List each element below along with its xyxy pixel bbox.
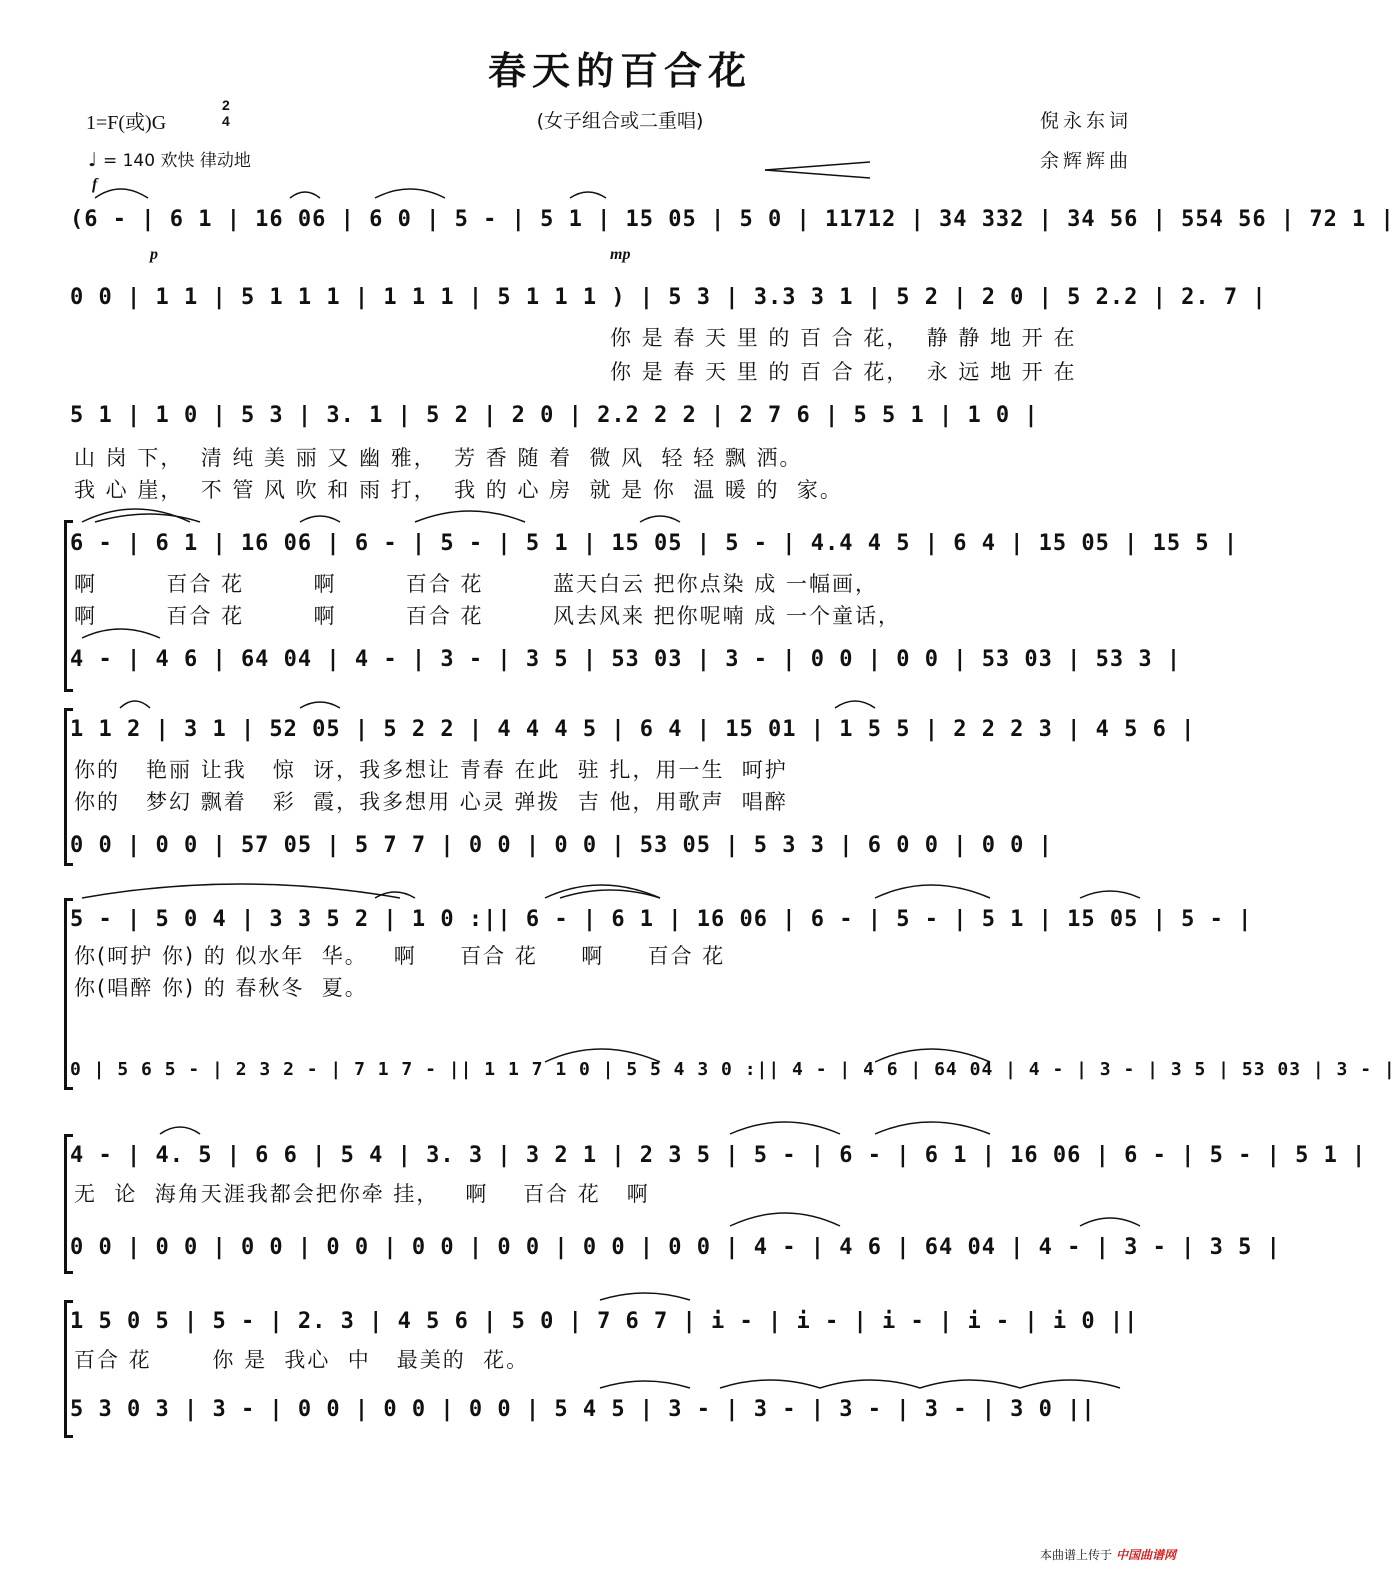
staff-line-4-upper: 6 - | 6 1 | 16 06 | 6 - | 5 - | 5 1 | 15 05 | 5 - | 4.4 4 5 | 6 4 | 15 05 | 15 5 | [70, 531, 1239, 556]
staff-line-5-upper: 1 1 2 | 3 1 | 52 05 | 5 2 2 | 4 4 4 5 | 6 4 | 15 01 | 1 5 5 | 2 2 2 3 | 4 5 6 | [70, 717, 1196, 742]
lyric-verse2-line2: 我 心 崖， 不 管 风 吹 和 雨 打， 我 的 心 房 就 是 你 温 暖 的 家。 [74, 478, 843, 502]
staff-line-7-lower: 0 0 | 0 0 | 0 0 | 0 0 | 0 0 | 0 0 | 0 0 | 0 0 | 4 - | 4 6 | 64 04 | 4 - | 3 - | 3 5 | [70, 1235, 1281, 1260]
staff-line-4-lower: 4 - | 4 6 | 64 04 | 4 - | 3 - | 3 5 | 53 03 | 3 - | 0 0 | 0 0 | 53 03 | 53 3 | [70, 647, 1182, 672]
time-signature-bottom: 4 [222, 113, 230, 129]
lyric-ending1: 你(呵护 你) 的 似水年 华。 啊 百合 花 啊 百合 花 [74, 944, 726, 968]
lyric-chorus1-line1: 啊 百合 花 啊 百合 花 蓝天白云 把你点染 成 一幅画， [74, 572, 878, 596]
staff-line-3: 5 1 | 1 0 | 5 3 | 3. 1 | 5 2 | 2 0 | 2.2 2 2 | 2 7 6 | 5 5 1 | 1 0 | [70, 403, 1039, 428]
staff-line-6-upper: 5 - | 5 0 4 | 3 3 5 2 | 1 0 :|| 6 - | 6 1 | 16 06 | 6 - | 5 - | 5 1 | 15 05 | 5 - | [70, 907, 1253, 932]
lyric-chorus2-line1: 啊 百合 花 啊 百合 花 风去风来 把你呢喃 成 一个童话， [74, 604, 901, 628]
lyric-verse2-line1: 你 是 春 天 里 的 百 合 花， 永 远 地 开 在 [610, 360, 1077, 384]
footer-credit [1040, 1546, 1176, 1563]
lyric-chorus2-line2: 你的 梦幻 飘着 彩 霞，我多想用 心灵 弹拨 吉 他，用歌声 唱醉 [74, 790, 788, 814]
lyric-ending2: 你(唱醉 你) 的 春秋冬 夏。 [74, 976, 368, 1000]
lyric-bridge: 无 论 海角天涯我都会把你牵 挂， 啊 百合 花 啊 [74, 1182, 650, 1206]
lyric-verse1-line1: 你 是 春 天 里 的 百 合 花， 静 静 地 开 在 [610, 326, 1077, 350]
quarter-note-icon: ♩ [88, 149, 97, 171]
dynamic-piano: p [150, 246, 158, 263]
lyric-verse1-line2: 山 岗 下， 清 纯 美 丽 又 幽 雅， 芳 香 随 着 微 风 轻 轻 飘 洒。 [74, 446, 803, 470]
composer-credit: 余辉辉曲 [1040, 150, 1133, 172]
staff-line-2: 0 0 | 1 1 | 5 1 1 1 | 1 1 1 | 5 1 1 1 ) | 5 3 | 3.3 3 1 | 5 2 | 2 0 | 5 2.2 | 2. 7 | [70, 285, 1267, 310]
lyric-chorus1-line2: 你的 艳丽 让我 惊 讶，我多想让 青春 在此 驻 扎，用一生 呵护 [74, 758, 788, 782]
song-title: 春天的百合花 [487, 48, 752, 93]
key-signature: 1=F(或)G [86, 112, 167, 134]
staff-line-6-lower: 0 | 5 6 5 - | 2 3 2 - | 7 1 7 - || 1 1 7 1 0 | 5 5 4 3 0 :|| 4 - | 4 6 | 64 04 | 4 - | 3 - | 3 5 | 53 03 | 3 - | [70, 1059, 1396, 1080]
site-logo: 中国曲谱网 [1116, 1548, 1177, 1562]
time-signature-top: 2 [222, 97, 230, 113]
dynamic-mezzo-piano: mp [610, 246, 631, 263]
staff-line-1: (6 - | 6 1 | 16 06 | 6 0 | 5 - | 5 1 | 15 05 | 5 0 | 11712 | 34 332 | 34 56 | 554 56 | 72 1 | [70, 207, 1395, 232]
staff-line-5-lower: 0 0 | 0 0 | 57 05 | 5 7 7 | 0 0 | 0 0 | 53 05 | 5 3 3 | 6 0 0 | 0 0 | [70, 833, 1053, 858]
staff-line-8-lower: 5 3 0 3 | 3 - | 0 0 | 0 0 | 0 0 | 5 4 5 | 3 - | 3 - | 3 - | 3 - | 3 0 || [70, 1397, 1096, 1422]
staff-line-8-upper: 1 5 0 5 | 5 - | 2. 3 | 4 5 6 | 5 0 | 7 6 7 | i - | i - | i - | i - | i 0 || [70, 1309, 1139, 1334]
lyricist-credit: 倪永东词 [1040, 110, 1133, 132]
staff-line-7-upper: 4 - | 4. 5 | 6 6 | 5 4 | 3. 3 | 3 2 1 | 2 3 5 | 5 - | 6 - | 6 1 | 16 06 | 6 - | 5 - | 5 1 | [70, 1143, 1367, 1168]
tempo-text: = 140 欢快 律动地 [102, 151, 251, 171]
dynamic-forte: f [92, 176, 98, 193]
footer-text: 本曲谱上传于 [1040, 1548, 1113, 1562]
performance-note: (女子组合或二重唱) [536, 110, 704, 132]
lyric-final: 百合 花 你 是 我心 中 最美的 花。 [74, 1348, 530, 1372]
